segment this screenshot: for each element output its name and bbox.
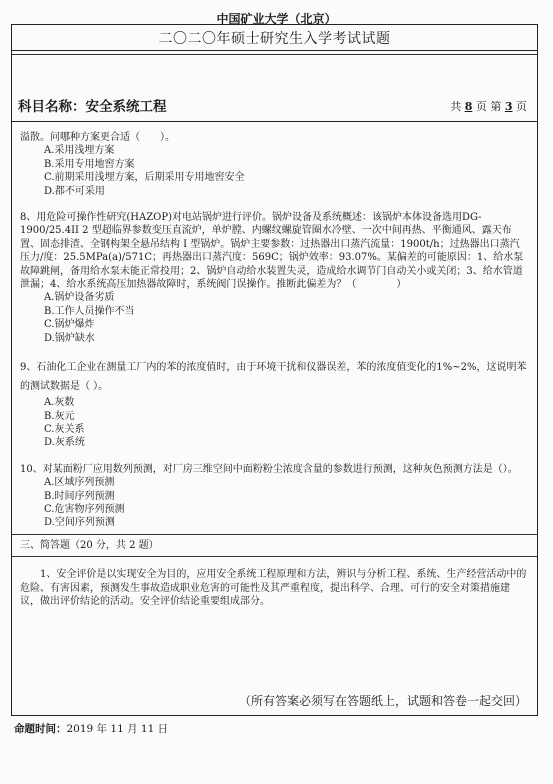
section-rule-lower: [12, 556, 537, 557]
q10-text: 10、对某面粉厂应用数列预测，对厂房三维空间中面粉粉尘浓度含量的参数进行预测，这种灰色预测方法是（）。: [20, 463, 518, 475]
q8-option-c: C.锅炉爆炸: [44, 319, 95, 331]
exam-frame: [11, 24, 538, 716]
q7-option-d: D.都不可采用: [44, 185, 105, 197]
subject-rule: [12, 121, 537, 122]
page-total: 8: [464, 100, 473, 113]
q9-option-c: C.灰关系: [44, 423, 85, 435]
q9-option-b: B.灰元: [44, 410, 75, 422]
q10-option-d: D.空间序列预测: [44, 517, 115, 529]
section-rule: [12, 534, 537, 535]
page-current: 3: [504, 100, 513, 113]
question-content: [20, 131, 528, 608]
q7-option-b: B.采用专用地窖方案: [44, 158, 135, 170]
q10-option-b: B.时间序列预测: [44, 490, 115, 502]
page-indicator: 共 8 页 第 3 页: [450, 100, 527, 113]
answer-instruction: （所有答案必须写在答题纸上，试题和答卷一起交回）: [238, 694, 527, 708]
exam-date: 命题时间：2019 年 11 月 11 日: [14, 723, 169, 735]
subject-name: 科目名称：安全系统工程: [18, 99, 167, 115]
q7-continuation: 溢散。问哪种方案更合适（ ）。: [20, 132, 175, 143]
q10-option-c: C.危害物序列预测: [44, 503, 125, 515]
title-rule: [12, 50, 537, 51]
q8-option-d: D.锅炉缺水: [44, 332, 95, 344]
q8-text: 8、用危险可操作性研究(HAZOP)对电站锅炉进行评价。锅炉设备及系统概述：该锅炉本体设备选用DG-1900/25.4II 2 型超临界参数变压直流炉，单炉膛、内螺纹螺旋管圈水冷壁、一次中间再热、平衡通风、露天布置、固态排渣、全钢构架全悬吊结构 I 型锅炉。锅炉主要参数：过热器出口蒸汽流量：1900t/h；过热器出口蒸汽压力/度：25.5MPa(a)/571C；再热器出口蒸汽度：569C；锅炉效率：93.07%。某偏差的可能原因：1、给水泵故障跳闸，备用给水泵未能正常投用；2、锅炉自动给水装置失灵，造成给水调节门自动关小或关闭；3、给水管道泄漏；4、给水系统高压加热器故障时，系统阀门误操作。推断此偏差为？（ ）: [20, 212, 524, 291]
q8-option-a: A.锅炉设备劣质: [44, 292, 115, 304]
university-name: 中国矿业大学（北京）: [216, 12, 337, 26]
q9-option-d: D.灰系统: [44, 437, 85, 449]
q10-option-a: A.区域序列预测: [44, 477, 115, 489]
q7-option-a: A.采用浅埋方案: [44, 145, 115, 157]
q9-text: 9、石油化工企业在测量工厂内的苯的浓度值时，由于环境干扰和仪器误差，苯的浓度值变化的1%~2%，这说明苯的测试数据是（ ）。: [20, 362, 527, 393]
section3-q1: 1、安全评价是以实现安全为目的，应用安全系统工程原理和方法，辨识与分析工程、系统、生产经营活动中的危险、有害因素，预测发生事故造成职业危害的可能性及其严重程度，提出科学、合理、可行的安全对策措施建议，做出评价结论的活动。安全评价结论重要组成部分。: [20, 569, 527, 607]
title-rule-inner: [12, 54, 537, 55]
section3-heading: 三、简答题（20 分，共 2 题）: [20, 539, 159, 551]
q7-option-c: C.前期采用浅埋方案，后期采用专用地窖安全: [44, 172, 245, 184]
exam-title: 二〇二〇年硕士研究生入学考试试题: [158, 31, 391, 47]
q9-option-a: A.灰数: [44, 397, 75, 409]
q8-option-b: B.工作人员操作不当: [44, 305, 135, 317]
